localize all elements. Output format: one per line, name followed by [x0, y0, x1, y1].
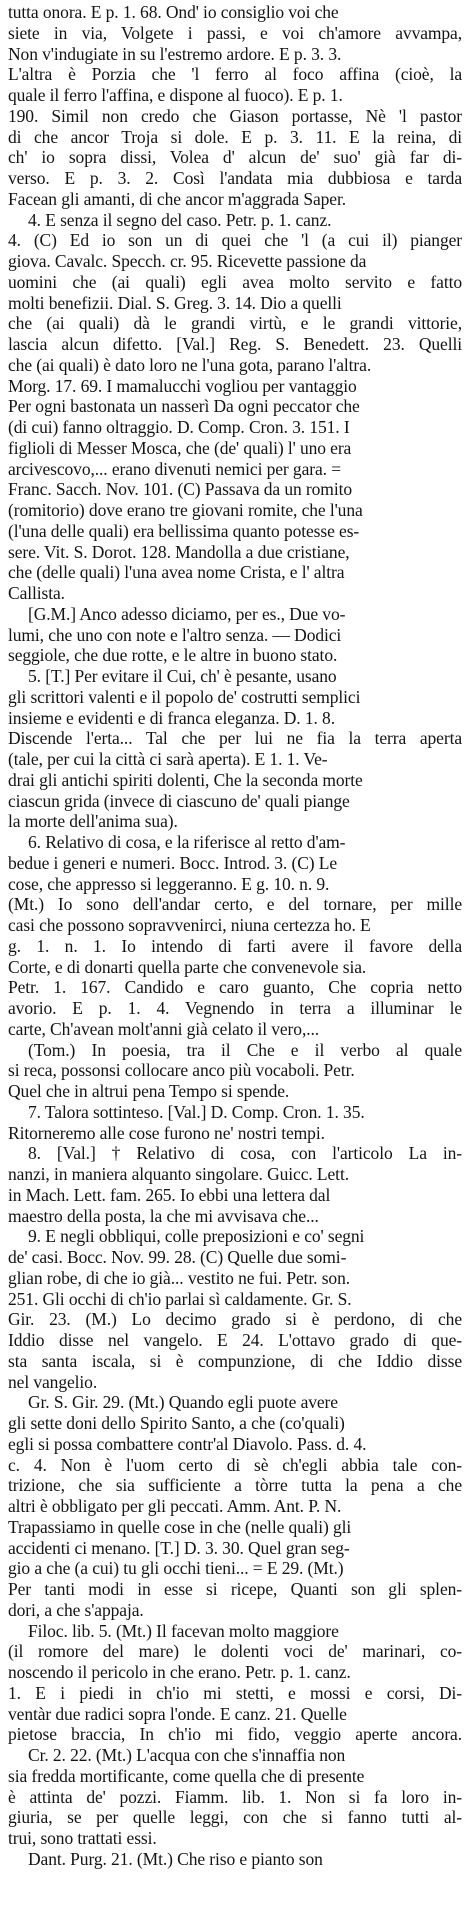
text-line: è attinta de' pozzi. Fiamm. lib. 1. Non si fa loro in-	[8, 1786, 462, 1807]
text-line: molti benefizii. Dial. S. Greg. 3. 14. Dio a quelli	[8, 292, 342, 313]
text-line: di che ancor Troja si dole. E p. 3. 11. E la reina, di	[8, 126, 462, 147]
text-line: ch' io sopra dissi, Volea d' alcun de' suo' già far di-	[8, 147, 462, 168]
text-line: bedue i generi e numeri. Bocc. Introd. 3. (C) Le	[8, 852, 338, 873]
text-line: Ritorneremo alle cose furono ne' nostri tempi.	[8, 1122, 325, 1143]
text-line: gio a che (a cui) tu gli occhi tieni... = E 29. (Mt.)	[8, 1558, 344, 1579]
text-line: si reca, possonsi collocare anco più vocaboli. Petr.	[8, 1060, 355, 1081]
text-line: Iddio disse nel vangelo. E 24. L'ottavo grado di que-	[8, 1330, 462, 1350]
text-line: Trapassiamo in quelle cose in che (nelle quali) gli	[8, 1516, 352, 1537]
text-line: (tale, per cui la città ci sarà aperta). E 1. 1. Ve-	[8, 749, 328, 769]
text-line: Per tanti modi in esse si ricepe, Quanti son gli splen-	[8, 1579, 462, 1599]
text-line: Cr. 2. 22. (Mt.) L'acqua con che s'innaffia non	[28, 1745, 346, 1765]
text-line: 9. E negli obbliqui, colle preposizioni e co' segni	[28, 1226, 365, 1247]
text-line: la morte dell'anima sua).	[8, 811, 178, 832]
text-line: Petr. 1. 167. Candido e caro guanto, Che copria netto	[8, 977, 462, 998]
text-line: trui, sono trattati essi.	[8, 1828, 157, 1848]
text-line: maestro della posta, la che mi avvisava che...	[8, 1205, 319, 1226]
text-line: Quel che in altrui pena Tempo si spende.	[8, 1081, 290, 1101]
text-line: (l'una delle quali) era bellissima quanto potesse es-	[8, 520, 360, 541]
text-line: 190. Simil non credo che Giason portasse, Nè 'l pastor	[8, 105, 462, 126]
text-line: glian robe, di che io già... vestito ne fui. Petr. son.	[8, 1267, 351, 1288]
text-line: quale il ferro l'affina, e dispone al fuoco). E p. 1.	[8, 85, 343, 105]
text-line: [G.M.] Anco adesso diciamo, per es., Due vo-	[28, 603, 346, 624]
text-line: trizione, che sia sufficiente a tòrre tutta la pena a che	[8, 1475, 462, 1496]
text-line: (il romore del mare) le dolenti voci de' marinari, co-	[8, 1641, 462, 1662]
text-line: lascia alcun difetto. [Val.] Reg. S. Benedett. 23. Quelli	[8, 334, 462, 354]
text-line: (Mt.) Io sono dell'andar certo, e del tornare, per mille	[8, 894, 462, 915]
text-line: carte, Ch'avean molt'anni già celato il vero,...	[8, 1018, 320, 1039]
text-line: 6. Relativo di cosa, e la riferisce al retto d'am-	[28, 832, 346, 852]
text-line: dori, a che s'appaja.	[8, 1599, 144, 1620]
text-line: c. 4. Non è l'uom certo di sè ch'egli abbia tale con-	[8, 1454, 462, 1475]
text-line: Gr. S. Gir. 29. (Mt.) Quando egli puote avere	[28, 1392, 338, 1413]
text-line: verso. E p. 3. 2. Così l'andata mia dubbiosa e tarda	[8, 168, 462, 188]
text-line: 7. Talora sottinteso. [Val.] D. Comp. Cron. 1. 35.	[28, 1101, 365, 1122]
text-line: accidenti ci menano. [T.] D. 3. 30. Quel gran seg-	[8, 1537, 350, 1558]
text-line: cose, che appresso si leggeranno. E g. 10. n. 9.	[8, 873, 330, 894]
text-line: gli sette doni dello Spirito Santo, a che (co'quali)	[8, 1413, 345, 1433]
text-line: egli si possa combattere contr'al Diavolo. Pass. d. 4.	[8, 1433, 367, 1454]
text-line: insieme e evidenti e di franca eleganza. D. 1. 8.	[8, 707, 335, 728]
text-line: Corte, e di donarti quella parte che convenevole sia.	[8, 956, 367, 977]
text-line: g. 1. n. 1. Io intendo di farti avere il favore della	[8, 935, 462, 956]
text-line: Gir. 23. (M.) Lo decimo grado si è perdono, di che	[8, 1309, 462, 1330]
text-line: tutta onora. E p. 1. 68. Ond' io consiglio voi che	[8, 2, 339, 22]
text-line: 4. E senza il segno del caso. Petr. p. 1. canz.	[28, 209, 332, 230]
text-line: in Mach. Lett. fam. 265. Io ebbi una lettera dal	[8, 1184, 331, 1205]
text-line: Callista.	[8, 583, 65, 603]
text-line: 5. [T.] Per evitare il Cui, ch' è pesante, usano	[28, 666, 337, 686]
text-line: sere. Vit. S. Dorot. 128. Mandolla a due cristiane,	[8, 541, 350, 562]
text-line: uomini che (ai quali) egli avea molto servito e fatto	[8, 271, 462, 292]
text-line: 4. (C) Ed io son un di quei che 'l (a cui il) pianger	[8, 230, 462, 251]
text-line: 1. E i piedi in ch'io mi stetti, e mossi e corsi, Di-	[8, 1682, 462, 1703]
text-line: noscendo il pericolo in che erano. Petr. p. 1. canz.	[8, 1662, 351, 1682]
text-line: altri è obbligato per gli peccati. Amm. Ant. P. N.	[8, 1496, 342, 1516]
text-line: pietose braccia, In ch'io mi fido, veggio aperte ancora.	[8, 1724, 462, 1745]
text-line: giova. Cavalc. Specch. cr. 95. Ricevette passione da	[8, 251, 367, 271]
text-line: Franc. Sacch. Nov. 101. (C) Passava da un romito	[8, 479, 352, 500]
text-line: figlioli di Messer Mosca, che (de' quali) l' uno era	[8, 437, 352, 458]
text-line: drai gli antichi spiriti dolenti, Che la seconda morte	[8, 769, 363, 790]
text-line: sia fredda mortificante, come quella che di presente	[8, 1765, 365, 1786]
text-line: nanzi, in maniera alquanto singolare. Guicc. Lett.	[8, 1164, 349, 1184]
text-line: che (ai quali) è dato loro ne l'una gota, parano l'altra.	[8, 354, 372, 375]
text-line: gli scrittori valenti e il popolo de' costrutti semplici	[8, 686, 361, 707]
text-line: Facean gli amanti, di che ancor m'aggrada Saper.	[8, 188, 347, 209]
text-line: ciascun grida (invece di ciascuno de' quali piange	[8, 790, 350, 811]
text-line: Non v'indugiate in su l'estremo ardore. E p. 3. 3.	[8, 43, 342, 64]
text-line: che (ai quali) dà le grandi virtù, e le grandi vittorie,	[8, 313, 462, 334]
text-line: siete in via, Volgete i passi, e voi ch'amore avvampa,	[8, 22, 462, 43]
text-line: seggiole, che due rotte, e le altre in buono stato.	[8, 645, 338, 666]
text-line: giuria, se per quelle leggi, con che si fanno tutti al-	[8, 1807, 462, 1828]
text-line: casi che possono sopravvenirci, niuna certezza ho. E	[8, 915, 371, 935]
text-line: (di cui) fanno oltraggio. D. Comp. Cron. 3. 151. I	[8, 417, 350, 437]
text-line: 251. Gli occhi di ch'io parlai sì caldamente. Gr. S.	[8, 1288, 352, 1309]
text-line: avorio. E p. 1. 4. Vegnendo in terra a illuminar le	[8, 998, 462, 1018]
text-line: (Tom.) In poesia, tra il Che e il verbo al quale	[28, 1039, 462, 1060]
text-line: 8. [Val.] † Relativo di cosa, con l'articolo La in-	[28, 1143, 462, 1164]
text-line: Filoc. lib. 5. (Mt.) Il facevan molto maggiore	[28, 1620, 339, 1641]
text-line: de' casi. Bocc. Nov. 99. 28. (C) Quelle due somi-	[8, 1247, 347, 1267]
text-line: che (delle quali) l'una avea nome Crista, e l' altra	[8, 562, 345, 583]
text-line: Per ogni bastonata un nasserì Da ogni peccator che	[8, 396, 360, 417]
text-line: nel vangelio.	[8, 1371, 98, 1392]
text-line: (romitorio) dove erano tre giovani romite, che l'una	[8, 500, 363, 520]
text-line: L'altra è Porzia che 'l ferro al foco affina (cioè, la	[8, 64, 462, 85]
text-line: sta santa iscala, si è compunzione, di che Iddio disse	[8, 1350, 462, 1371]
text-line: lumi, che uno con note e l'altro senza. — Dodici	[8, 624, 342, 645]
text-line: Morg. 17. 69. I mamalucchi vogliou per vantaggio	[8, 375, 357, 396]
text-line: Dant. Purg. 21. (Mt.) Che riso e pianto son	[28, 1848, 323, 1869]
text-line: arcivescovo,... erano divenuti nemici per gara. =	[8, 458, 341, 479]
text-line: Discende l'erta... Tal che per lui ne fia la terra aperta	[8, 728, 462, 749]
text-line: ventàr due radici sopra l'onde. E canz. 21. Quelle	[8, 1703, 347, 1724]
